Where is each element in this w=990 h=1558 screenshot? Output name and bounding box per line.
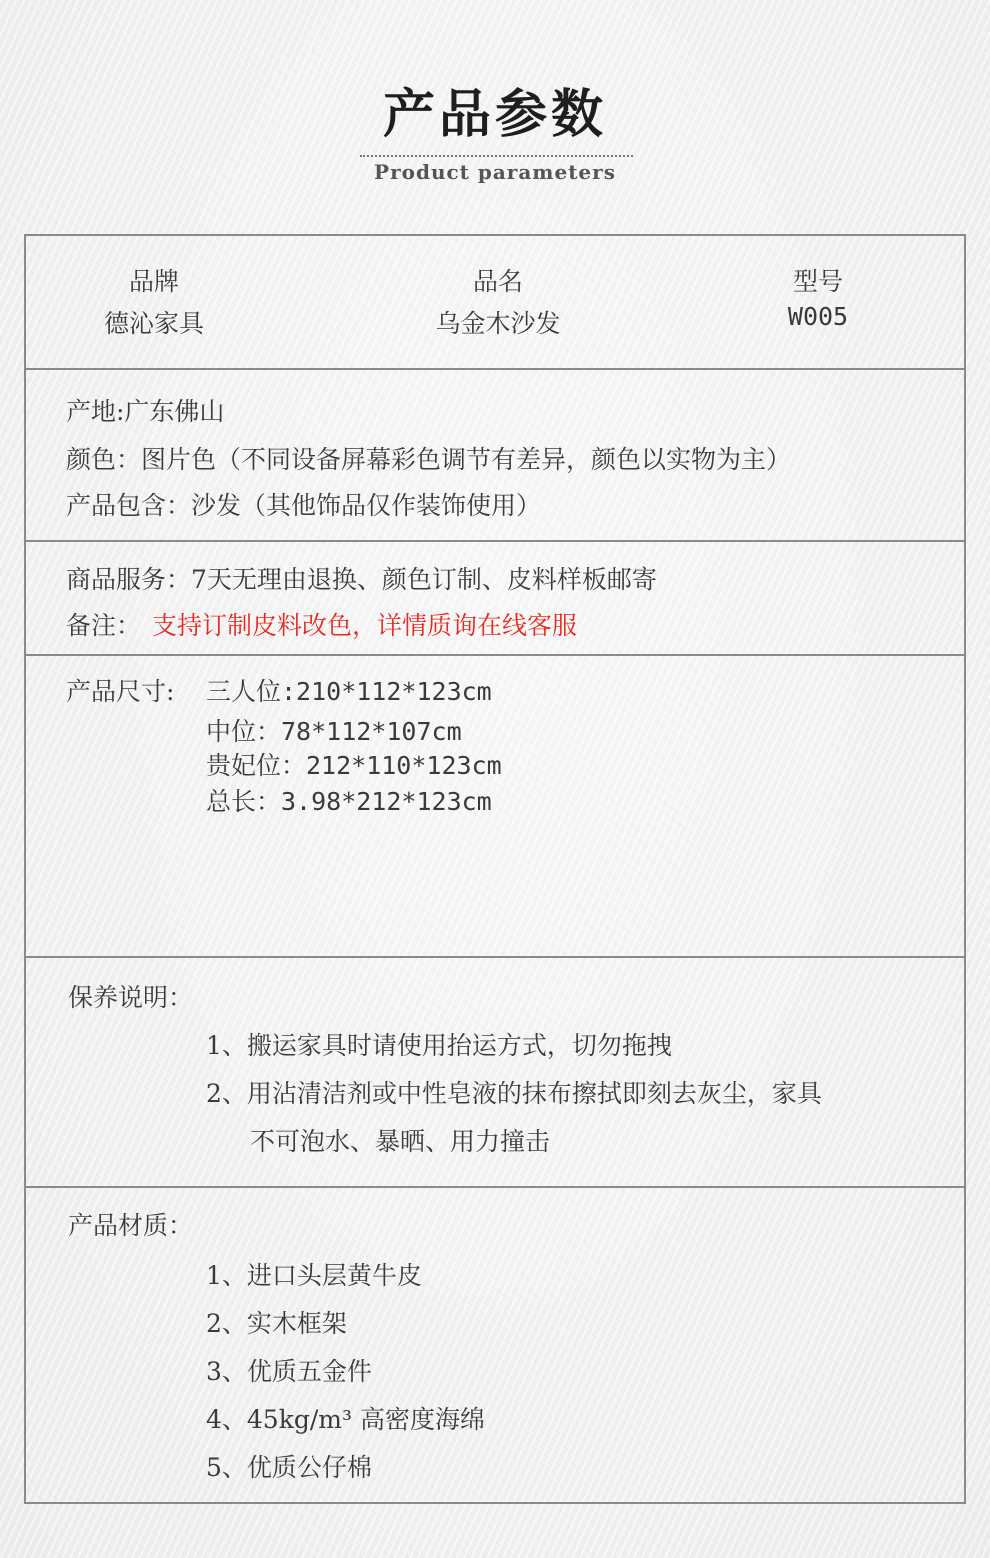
care-item: 2、用沾清洁剂或中性皂液的抹布擦拭即刻去灰尘，家具	[206, 1079, 822, 1108]
material-item: 4、45kg/m³ 高密度海绵	[206, 1405, 485, 1434]
care-item: 不可泡水、暴晒、用力撞击	[250, 1127, 551, 1156]
care-row	[26, 956, 964, 1188]
name-label: 品名	[472, 267, 523, 296]
size-item: 三人位:210*112*123cm	[206, 677, 492, 706]
service-row	[26, 540, 964, 656]
name-value: 乌金木沙发	[435, 309, 561, 338]
includes-line: 产品包含：沙发（其他饰品仅作装饰使用）	[66, 491, 542, 520]
model-value: W005	[787, 302, 849, 331]
material-item: 5、优质公仔棉	[206, 1453, 372, 1482]
material-item: 3、优质五金件	[206, 1357, 372, 1386]
size-item: 贵妃位：212*110*123cm	[206, 751, 502, 780]
care-item: 1、搬运家具时请使用抬运方式，切勿拖拽	[206, 1031, 672, 1060]
material-item: 2、实木框架	[206, 1309, 347, 1338]
color-line: 颜色：图片色（不同设备屏幕彩色调节有差异，颜色以实物为主）	[66, 445, 792, 474]
material-label: 产品材质：	[68, 1211, 194, 1240]
title-divider	[360, 155, 633, 157]
page-title: 产品参数	[382, 85, 607, 145]
size-item: 总长：3.98*212*123cm	[206, 787, 492, 816]
care-label: 保养说明：	[68, 983, 194, 1012]
size-label: 产品尺寸:	[66, 677, 175, 706]
size-row	[26, 654, 964, 958]
brand-value: 德沁家具	[103, 309, 204, 338]
parameter-table	[24, 234, 966, 1504]
material-row	[26, 1186, 964, 1502]
origin-row	[26, 368, 964, 542]
model-label: 型号	[792, 267, 843, 296]
remark-value: 支持订制皮料改色，详情质询在线客服	[152, 611, 578, 640]
brand-label: 品牌	[128, 267, 179, 296]
basic-info-row	[26, 236, 964, 370]
remark-label: 备注：	[66, 611, 142, 640]
service-line: 商品服务：7天无理由退换、颜色订制、皮料样板邮寄	[66, 565, 657, 594]
origin-line: 产地:广东佛山	[66, 397, 225, 426]
material-item: 1、进口头层黄牛皮	[206, 1261, 422, 1290]
size-item: 中位：78*112*107cm	[206, 717, 462, 746]
page-subtitle: Product parameters	[374, 160, 616, 184]
